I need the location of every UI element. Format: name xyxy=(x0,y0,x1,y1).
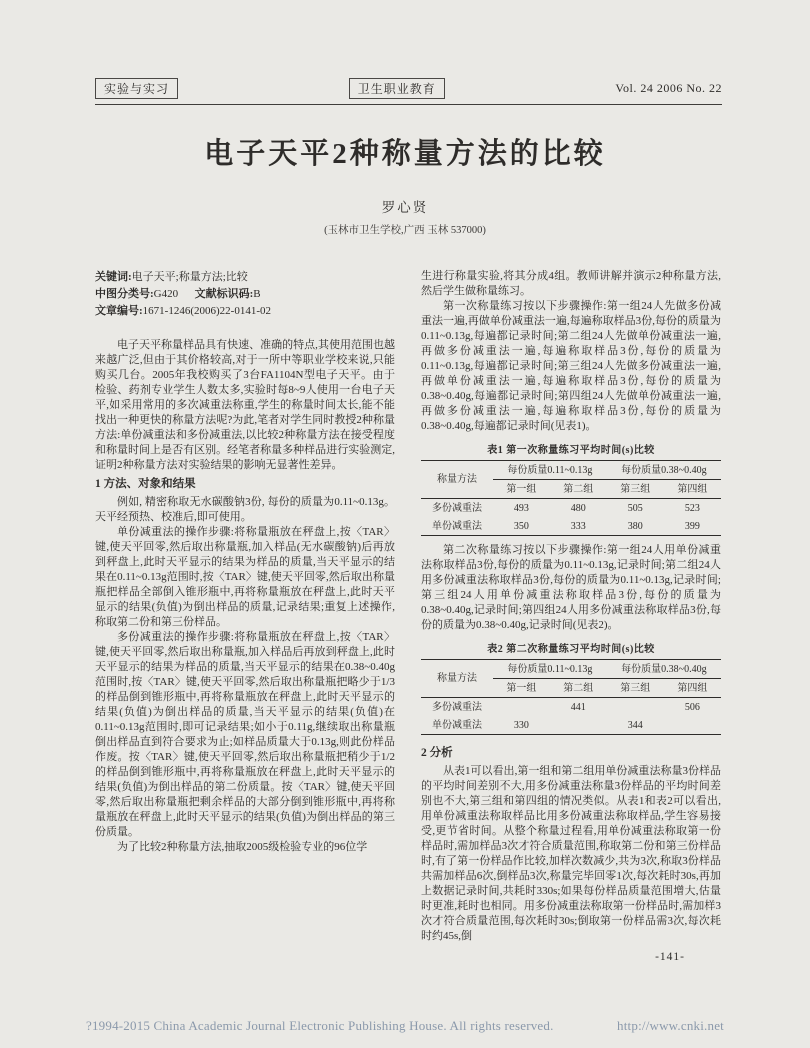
table-cell xyxy=(607,698,664,717)
classification-line xyxy=(95,286,395,303)
table-cell xyxy=(664,716,721,735)
paragraph-example: 例如, 精密称取无水碳酸钠3份, 每份的质量为0.11~0.13g。天平经预热、校准后,即可使用。 xyxy=(95,496,395,523)
page-footer xyxy=(86,1018,724,1034)
table-2-block xyxy=(421,640,721,735)
article-title: 电子天平2种称量方法的比较 xyxy=(204,138,606,170)
author-name: 罗心贤 xyxy=(381,200,429,215)
journal-name-box: 卫生职业教育 xyxy=(349,78,445,99)
table-row xyxy=(421,698,721,717)
table-cell: 多份减重法 xyxy=(432,701,482,713)
table-cell: 333 xyxy=(570,520,586,532)
clc-label: 中图分类号: xyxy=(95,288,154,300)
table-cell: 350 xyxy=(513,520,529,532)
section-2-heading: 2 分析 xyxy=(421,747,453,759)
paragraph-analysis: 从表1可以看出,第一组和第二组用单份减重法称量3份样品的平均时间差别不大,用多份减重法称量3份样品的平均时间差别也不大,第三组和第四组的情况类似。从表1和表2可以看出,用单份减重法称取样品比用多份减重法称取样品,学生容易接受,更节省时间。从整个称量过程看,用单份减重法称取第一份样品时,需加样品3次才符合质量范围,称取第二份和第三份样品时,有了第一份样品作比较,加样次数减少,共为3次,称取3份样品共需加样品6次,倒样品3次,称量完毕回零1次,每次耗时30s,再加上数据记录时间,共耗时330s;如果每份样品质量范围增大,估量时更准,耗时也相同。用多份减重法称取第一份样品时,需加样3次才符合质量范围,每次耗时30s;倒取第一份样品需3次,每次耗时约45s,倒 xyxy=(421,765,721,942)
table-header-cell: 第一组 xyxy=(493,679,550,698)
article-id-label: 文章编号: xyxy=(95,305,143,317)
table-row xyxy=(421,499,721,518)
table-row xyxy=(421,517,721,536)
author-affiliation: (玉林市卫生学校,广西 玉林 537000) xyxy=(324,225,486,236)
table-header-cell: 第三组 xyxy=(607,679,664,698)
table-cell: 523 xyxy=(684,502,700,514)
cnki-url: http://www.cnki.net xyxy=(617,1018,724,1033)
table-cell xyxy=(550,716,607,735)
table-1-caption: 表1 第一次称量练习平均时间(s)比较 xyxy=(487,445,655,456)
paragraph-intro: 电子天平称量样品具有快速、准确的特点,其使用范围也越来越广泛,但由于其价格较高,对于一所中等职业学校来说,只能购买几台。2005年我校购买了3台FA1104N型电子天平。由于检验、药剂专业学生人数太多,实验时每8~9人使用一台电子天平,如采用常用的多次减重法称重,学生的称量时间太长,能不能找出一种更快的称量方法呢?为此,笔者对学生同时教授2种称量方法:单份减重法和多份减重法,以比较2种称量方法在接受程度和称量时间上是否有区别。经笔者称量多种样品进行实验测定,证明2种称量方法对实验结果的影响无显著性差异。 xyxy=(95,339,395,471)
table-header-cell: 第三组 xyxy=(607,480,664,499)
table-1 xyxy=(421,460,721,536)
article-meta xyxy=(95,269,395,320)
paragraph-single-method: 单份减重法的操作步骤:将称量瓶放在秤盘上,按〈TAR〉键,使天平回零,然后取出称量瓶,加入样品(无水碳酸钠)后再放到秤盘上,此时天平显示的结果为样品的质量,当天平显示的结果在0.11~0.13g范围时,按〈TAR〉键,使天平回零,然后取出称量瓶把样品全部倒入锥形瓶中,再将称量瓶放在秤盘上,此时天平显示的结果(负值)为倒出样品的质量,记录结果;重复上述操作,称取第二份和第三份样品。 xyxy=(95,526,395,628)
paragraph-second-practice: 第二次称量练习按以下步骤操作:第一组24人用单份减重法称取样品3份,每份的质量为0.11~0.13g,记录时间;第二组24人用多份减重法称取样品3份,每份的质量为0.11~0.13g,记录时间;第三组24人用单份减重法称取样品3份,每份的质量为0.38~0.40g,记录时间;第四组24人用多份减重法称取样品3份,每份的质量为0.38~0.40g,记录时间(见表2)。 xyxy=(421,544,721,631)
header-rule xyxy=(95,104,722,105)
table-header-cell: 第四组 xyxy=(664,480,721,499)
table-header-cell: 每份质量0.38~0.40g xyxy=(607,660,721,679)
left-column xyxy=(95,269,395,963)
copyright-notice: ?1994-2015 China Academic Journal Electronic Publishing House. All rights reserved. xyxy=(86,1018,554,1033)
table-header-cell: 第一组 xyxy=(493,480,550,499)
table-cell: 399 xyxy=(684,520,700,532)
doc-code-label: 文献标识码: xyxy=(194,288,254,300)
section-1-heading: 1 方法、对象和结果 xyxy=(95,478,196,490)
table-header-cell: 称量方法 xyxy=(421,461,493,499)
body-columns xyxy=(95,269,722,963)
table-header-cell: 第四组 xyxy=(664,679,721,698)
table-cell: 330 xyxy=(513,719,529,731)
keywords-line xyxy=(95,269,395,286)
paragraph-continued: 生进行称量实验,将其分成4组。教师讲解并演示2种称量方法,然后学生做称量练习。 xyxy=(421,270,721,297)
table-cell: 344 xyxy=(627,719,643,731)
article-id-value: 1671-1246(2006)22-0141-02 xyxy=(142,305,271,317)
table-cell: 505 xyxy=(627,502,643,514)
table-cell xyxy=(493,698,550,717)
table-cell: 441 xyxy=(570,701,586,713)
table-header-cell: 第二组 xyxy=(550,480,607,499)
table-2-caption: 表2 第二次称量练习平均时间(s)比较 xyxy=(487,644,655,655)
table-header-cell: 每份质量0.38~0.40g xyxy=(607,461,721,480)
column-label-box: 实验与实习 xyxy=(95,78,178,99)
table-1-block xyxy=(421,441,721,536)
table-cell: 单份减重法 xyxy=(432,520,482,532)
issue-info: Vol. 24 2006 No. 22 xyxy=(615,81,722,95)
table-cell: 480 xyxy=(570,502,586,514)
table-row xyxy=(421,660,721,679)
keywords-value: 电子天平;称量方法;比较 xyxy=(131,271,248,283)
table-header-cell: 每份质量0.11~0.13g xyxy=(493,461,607,480)
table-cell: 单份减重法 xyxy=(432,719,482,731)
table-2 xyxy=(421,659,721,735)
table-cell: 506 xyxy=(684,701,700,713)
clc-value: G420 xyxy=(153,288,179,300)
table-header-cell: 称量方法 xyxy=(421,660,493,698)
doc-code-value: B xyxy=(253,288,261,300)
keywords-label: 关键词: xyxy=(95,271,132,283)
table-header-cell: 每份质量0.11~0.13g xyxy=(493,660,607,679)
page-number: -141- xyxy=(655,951,685,963)
table-cell: 多份减重法 xyxy=(432,502,482,514)
table-header-cell: 第二组 xyxy=(550,679,607,698)
paragraph-first-practice: 第一次称量练习按以下步骤操作:第一组24人先做多份减重法一遍,再做单份减重法一遍,每遍称取样品3份,每份的质量为0.11~0.13g,每遍都记录时间;第二组24人先做单份减重法一遍,再做多份减重法一遍,每遍称取样品3份,每份的质量为0.11~0.13g,每遍都记录时间;第三组24人先做多份减重法一遍,再做单份减重法一遍,每遍称取样品3份,每份的质量为0.38~0.40g,每遍都记录时间;第四组24人先做单份减重法一遍,再做多份减重法一遍,每遍称取样品3份,每份的质量为0.38~0.40g,每遍都记录时间(见表1)。 xyxy=(421,300,721,432)
table-cell: 380 xyxy=(627,520,643,532)
paragraph-multi-method: 多份减重法的操作步骤:将称量瓶放在秤盘上,按〈TAR〉键,使天平回零,然后取出称量瓶,加入样品后再放到秤盘上,此时天平显示的结果为样品的质量,当天平显示的结果在0.38~0.40g范围时,按〈TAR〉键,使天平回零,然后取出称量瓶把略少于1/3的样品倒到锥形瓶中,再将称量瓶放在秤盘上,此时天平显示的结果(负值)为倒出样品的质量,当天平显示的结果(负值)在0.11~0.13g范围时,即可记录结果;如小于0.11g,继续取出称量瓶倒出样品直到符合要求为止;如样品质量大于0.13g,则此份样品作废。按〈TAR〉键,使天平回零,然后取出称量瓶把稍少于1/2的样品倒到锥形瓶中,再将称量瓶放在秤盘上,此时天平显示的结果(负值)为倒出样品的第二份质量。按〈TAR〉键,使天平回零,然后取出称量瓶把剩余样品的大部分倒到锥形瓶中,再将称量瓶放在秤盘上,此时天平显示的结果(负值)为倒出样品的第三份质量。 xyxy=(95,631,395,838)
page-header xyxy=(95,78,722,99)
table-row xyxy=(421,461,721,480)
table-row xyxy=(421,716,721,735)
article-id-line xyxy=(95,303,395,320)
table-cell: 493 xyxy=(513,502,529,514)
right-column xyxy=(421,269,721,963)
paragraph-compare-start: 为了比较2种称量方法,抽取2005级检验专业的96位学 xyxy=(117,841,368,853)
